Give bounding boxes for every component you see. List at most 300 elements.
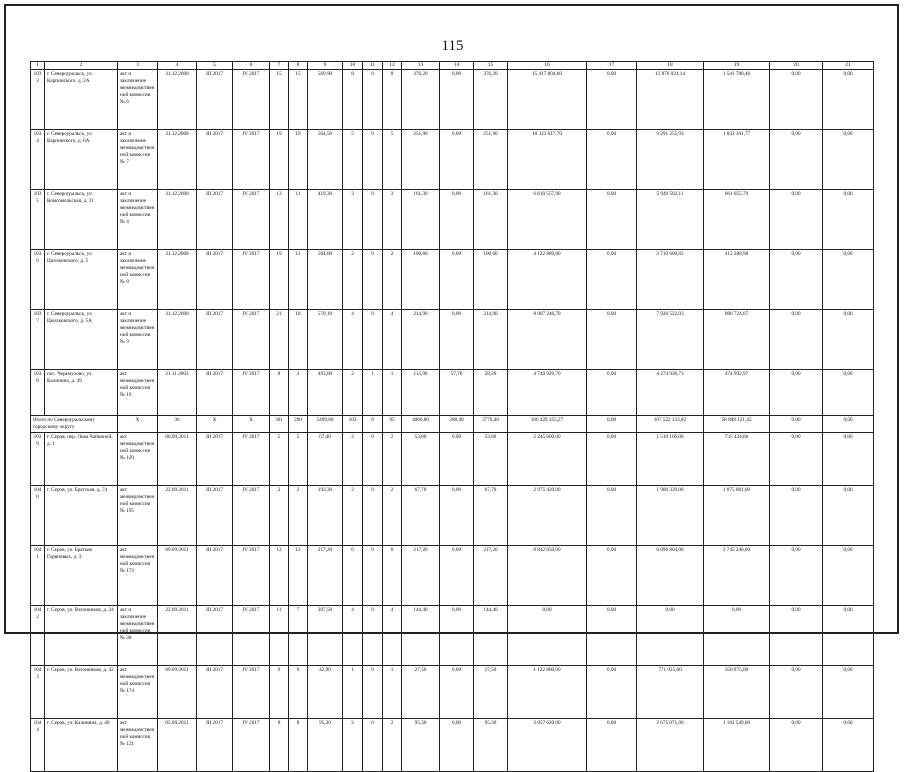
total-label: Итого по Североуральскому городскому округу <box>31 416 118 433</box>
row-number-cell: 1041 <box>31 546 45 606</box>
value-cell: 1 <box>383 666 402 719</box>
column-number-cell: 18 <box>637 62 704 70</box>
value-cell: 564,50 <box>308 130 343 190</box>
document-cell: акт и заключение межведомственной комиссии № 7 <box>118 130 158 190</box>
value-cell: 8 842 050,00 <box>508 546 587 606</box>
value-cell: 214,90 <box>474 310 508 370</box>
column-number-cell: 17 <box>587 62 637 70</box>
value-cell: 0,00 <box>823 70 874 130</box>
value-cell: 13 876 024,14 <box>637 70 704 130</box>
date-cell: 09.09.2011 <box>158 666 197 719</box>
end-quarter-cell: IV 2017 <box>233 130 270 190</box>
value-cell: 564,00 <box>308 250 343 310</box>
row-number-cell: 1034 <box>31 130 45 190</box>
value-cell: 376,20 <box>402 70 440 130</box>
address-cell: г. Североуральск, ул. Карпинского, д. 6А <box>45 130 118 190</box>
value-cell: 2 <box>343 486 363 546</box>
address-cell: г. Североуральск, ул. Циолковского, д. 5А <box>45 310 118 370</box>
end-quarter-cell: IV 2017 <box>233 370 270 416</box>
table-row <box>31 70 874 130</box>
total-cell: 288,40 <box>440 416 474 433</box>
address-cell: г. Североуральск, ул. Циолковского, д. 5 <box>45 250 118 310</box>
end-quarter-cell: IV 2017 <box>233 719 270 772</box>
value-cell: 493,00 <box>308 370 343 416</box>
table-row <box>31 606 874 666</box>
value-cell: 771 925,00 <box>637 666 704 719</box>
value-cell: 193,30 <box>308 486 343 546</box>
document-cell: акт и заключение межведомственной комиссии № 6 <box>118 70 158 130</box>
document-cell: акт межведомственной комиссии № 19 <box>118 370 158 416</box>
document-cell: акт и заключение межведомственной комиссии № 9 <box>118 310 158 370</box>
value-cell: 1 122 800,00 <box>508 666 587 719</box>
value-cell: 27,50 <box>474 666 508 719</box>
start-quarter-cell: III 2017 <box>197 433 233 486</box>
table-row <box>31 130 874 190</box>
total-cell: X <box>197 416 233 433</box>
value-cell: 2 <box>343 370 363 416</box>
value-cell: 0,00 <box>770 666 823 719</box>
value-cell: 3 <box>289 370 308 416</box>
value-cell: 8 <box>289 719 308 772</box>
value-cell: 2 <box>383 433 402 486</box>
value-cell: 6 <box>383 546 402 606</box>
row-number-cell: 1044 <box>31 719 45 772</box>
value-cell: 0,00 <box>440 433 474 486</box>
value-cell: 8 <box>343 70 363 130</box>
value-cell: 0,00 <box>587 190 637 250</box>
document-cell: акт межведомственной комиссии № 195 <box>118 486 158 546</box>
value-cell: 217,20 <box>474 546 508 606</box>
row-number-cell: 1043 <box>31 666 45 719</box>
column-number-cell: 3 <box>118 62 158 70</box>
value-cell: 0 <box>363 486 383 546</box>
value-cell: 0,00 <box>587 130 637 190</box>
address-cell: пос. Черемухово, ул. Калинина, д. 49 <box>45 370 118 416</box>
value-cell: 0,00 <box>770 250 823 310</box>
column-number-cell: 6 <box>233 62 270 70</box>
end-quarter-cell: IV 2017 <box>233 486 270 546</box>
value-cell: 0,00 <box>770 130 823 190</box>
table-row <box>31 190 874 250</box>
value-cell: 0 <box>363 310 383 370</box>
value-cell: 251,90 <box>474 130 508 190</box>
value-cell: 42,90 <box>308 666 343 719</box>
column-number-cell: 16 <box>508 62 587 70</box>
value-cell: 161,30 <box>474 190 508 250</box>
value-cell: 11 <box>270 606 289 666</box>
value-cell: 6 096 804,00 <box>637 546 704 606</box>
value-cell: 0,00 <box>440 486 474 546</box>
value-cell: 11 <box>289 190 308 250</box>
column-number-cell: 14 <box>440 62 474 70</box>
value-cell: 1 510 166,00 <box>637 433 704 486</box>
total-cell: 0,00 <box>770 416 823 433</box>
value-cell: 0 <box>363 250 383 310</box>
value-cell: 0,00 <box>770 719 823 772</box>
column-number-cell: 8 <box>289 62 308 70</box>
document-cell: акт и заключение межведомственной комиссии № 38 <box>118 606 158 666</box>
date-cell: 22.09.2011 <box>158 606 197 666</box>
value-cell: 57,70 <box>440 370 474 416</box>
start-quarter-cell: III 2017 <box>197 190 233 250</box>
total-row <box>31 416 874 433</box>
value-cell: 19 <box>289 130 308 190</box>
value-cell: 1 <box>383 370 402 416</box>
value-cell: 0,00 <box>823 606 874 666</box>
value-cell: 1 032 361,77 <box>704 130 770 190</box>
value-cell: 0,00 <box>440 666 474 719</box>
column-number-cell: 19 <box>704 62 770 70</box>
value-cell: 0,00 <box>440 250 474 310</box>
value-cell: 214,90 <box>402 310 440 370</box>
value-cell: 0 <box>363 546 383 606</box>
value-cell: 570,10 <box>308 310 343 370</box>
total-cell: 107 522 133,82 <box>637 416 704 433</box>
value-cell: 0,00 <box>770 310 823 370</box>
value-cell: 7 926 522,03 <box>637 310 704 370</box>
value-cell: 100,60 <box>474 250 508 310</box>
value-cell: 0 <box>363 719 383 772</box>
value-cell: 67,70 <box>402 486 440 546</box>
end-quarter-cell: IV 2017 <box>233 250 270 310</box>
value-cell: 0,00 <box>770 370 823 416</box>
value-cell: 0,00 <box>587 250 637 310</box>
value-cell: 0,00 <box>587 719 637 772</box>
date-cell: 06.09.2011 <box>158 433 197 486</box>
value-cell: 9 <box>270 666 289 719</box>
value-cell: 1 900 339,00 <box>637 486 704 546</box>
date-cell: 31.12.2008 <box>158 70 197 130</box>
value-cell: 2 975 420,00 <box>508 486 587 546</box>
value-cell: 2 <box>383 250 402 310</box>
value-cell: 0,00 <box>440 190 474 250</box>
document-cell: акт и заключение межведомственной комиссии № 8 <box>118 250 158 310</box>
row-number-cell: 1037 <box>31 310 45 370</box>
address-cell: г. Североуральск, ул. Комсомольская, д. 31 <box>45 190 118 250</box>
value-cell: 95,30 <box>308 719 343 772</box>
value-cell: 15 <box>289 70 308 130</box>
value-cell: 4 <box>343 606 363 666</box>
value-cell: 0,00 <box>704 606 770 666</box>
value-cell: 0,00 <box>587 310 637 370</box>
address-cell: г. Серов, ул. Вагонников, д. 24 <box>45 606 118 666</box>
value-cell: 3 <box>383 190 402 250</box>
value-cell: 7 <box>289 606 308 666</box>
value-cell: 419,30 <box>308 190 343 250</box>
value-cell: 95,30 <box>474 719 508 772</box>
value-cell: 0 <box>363 606 383 666</box>
value-cell: 0 <box>363 190 383 250</box>
row-number-cell: 1042 <box>31 606 45 666</box>
value-cell: 0,00 <box>587 486 637 546</box>
total-cell: 58 898 121,45 <box>704 416 770 433</box>
total-cell: 5499,80 <box>308 416 343 433</box>
value-cell: 0,00 <box>823 250 874 310</box>
value-cell: 3 857 620,00 <box>508 719 587 772</box>
total-cell: 0,00 <box>587 416 637 433</box>
document-cell: акт и заключение межведомственной комиссии № 4 <box>118 190 158 250</box>
total-cell: 166 429 255,27 <box>508 416 587 433</box>
row-number-cell: 1033 <box>31 70 45 130</box>
value-cell: 0,00 <box>823 666 874 719</box>
value-cell: 0,00 <box>440 310 474 370</box>
value-cell: 412 288,98 <box>704 250 770 310</box>
value-cell: 217,20 <box>308 546 343 606</box>
value-cell: 0 <box>363 666 383 719</box>
column-number-cell: 13 <box>402 62 440 70</box>
value-cell: 0,00 <box>440 719 474 772</box>
value-cell: 350 875,00 <box>704 666 770 719</box>
value-cell: 4 <box>383 310 402 370</box>
value-cell: 144,40 <box>474 606 508 666</box>
value-cell: 12 <box>289 546 308 606</box>
value-cell: 1 182 549,00 <box>704 719 770 772</box>
value-cell: 1 541 780,46 <box>704 70 770 130</box>
value-cell: 12 <box>270 546 289 606</box>
date-cell: 05.09.2011 <box>158 719 197 772</box>
value-cell: 67,40 <box>308 433 343 486</box>
date-cell: 21.11.2003 <box>158 370 197 416</box>
date-cell: 31.12.2008 <box>158 250 197 310</box>
value-cell: 5 <box>289 433 308 486</box>
end-quarter-cell: IV 2017 <box>233 606 270 666</box>
value-cell: 9 <box>289 666 308 719</box>
value-cell: 0,00 <box>823 719 874 772</box>
value-cell: 5 <box>383 130 402 190</box>
column-number-cell: 21 <box>823 62 874 70</box>
date-cell: 31.12.2008 <box>158 130 197 190</box>
date-cell: 31.12.2008 <box>158 190 197 250</box>
value-cell: 13 <box>270 190 289 250</box>
total-cell: 301 <box>270 416 289 433</box>
table-row <box>31 546 874 606</box>
total-cell: 8 <box>363 416 383 433</box>
end-quarter-cell: IV 2017 <box>233 190 270 250</box>
value-cell: 53,80 <box>402 433 440 486</box>
value-cell: 0 <box>363 433 383 486</box>
value-cell: 0,00 <box>770 606 823 666</box>
value-cell: 0,00 <box>823 190 874 250</box>
table-row <box>31 666 874 719</box>
value-cell: 251,90 <box>402 130 440 190</box>
value-cell: 161,30 <box>402 190 440 250</box>
start-quarter-cell: III 2017 <box>197 606 233 666</box>
table-row <box>31 719 874 772</box>
value-cell: 144,40 <box>402 606 440 666</box>
value-cell: 4 749 929,70 <box>508 370 587 416</box>
total-cell: 95 <box>383 416 402 433</box>
start-quarter-cell: III 2017 <box>197 666 233 719</box>
value-cell: 0,00 <box>823 130 874 190</box>
total-cell: X <box>233 416 270 433</box>
column-number-row <box>31 62 874 70</box>
start-quarter-cell: III 2017 <box>197 546 233 606</box>
value-cell: 6 610 557,90 <box>508 190 587 250</box>
value-cell: 2 <box>343 250 363 310</box>
value-cell: 21 <box>270 310 289 370</box>
value-cell: 53,80 <box>474 433 508 486</box>
total-cell: 290 <box>289 416 308 433</box>
value-cell: 0,00 <box>823 370 874 416</box>
document-cell: акт межведомственной комиссии № 174 <box>118 666 158 719</box>
value-cell: 18 <box>289 310 308 370</box>
value-cell: 4 274 936,73 <box>637 370 704 416</box>
value-cell: 0,00 <box>440 130 474 190</box>
value-cell: 735 434,00 <box>704 433 770 486</box>
end-quarter-cell: IV 2017 <box>233 546 270 606</box>
table-row <box>31 310 874 370</box>
date-cell: 22.09.2011 <box>158 486 197 546</box>
value-cell: 67,70 <box>474 486 508 546</box>
value-cell: 0,00 <box>440 70 474 130</box>
date-cell: 09.09.2011 <box>158 546 197 606</box>
value-cell: 0,00 <box>587 606 637 666</box>
address-cell: г. Серов, ул. Братьев Горяновых, д. 3 <box>45 546 118 606</box>
value-cell: 2 <box>383 486 402 546</box>
row-number-cell: 1035 <box>31 190 45 250</box>
table-row <box>31 250 874 310</box>
value-cell: 0,00 <box>823 310 874 370</box>
value-cell: 2 675 071,00 <box>637 719 704 772</box>
column-number-cell: 4 <box>158 62 197 70</box>
row-number-cell: 1036 <box>31 250 45 310</box>
document-cell: акт межведомственной комиссии № 129 <box>118 433 158 486</box>
column-number-cell: 12 <box>383 62 402 70</box>
value-cell: 207,50 <box>308 606 343 666</box>
end-quarter-cell: IV 2017 <box>233 433 270 486</box>
value-cell: 19 <box>270 250 289 310</box>
value-cell: 2 <box>343 719 363 772</box>
total-cell: 4066,80 <box>402 416 440 433</box>
table-row <box>31 433 874 486</box>
value-cell: 15 417 804,60 <box>508 70 587 130</box>
housing-register-table <box>30 61 874 772</box>
value-cell: 880 724,67 <box>704 310 770 370</box>
value-cell: 10 323 617,70 <box>508 130 587 190</box>
column-number-cell: 7 <box>270 62 289 70</box>
value-cell: 2 745 246,00 <box>704 546 770 606</box>
start-quarter-cell: III 2017 <box>197 130 233 190</box>
value-cell: 0,00 <box>587 546 637 606</box>
document-cell: акт межведомственной комиссии № 173 <box>118 546 158 606</box>
value-cell: 0,00 <box>440 546 474 606</box>
address-cell: г. Серов, ул. Калинина, д. 40 <box>45 719 118 772</box>
value-cell: 0,00 <box>440 606 474 666</box>
page-number: 115 <box>441 38 464 54</box>
value-cell: 0,00 <box>770 70 823 130</box>
address-cell: г. Серов, ул. Вагонников, д. 42 <box>45 666 118 719</box>
column-number-cell: 11 <box>363 62 383 70</box>
value-cell: 6 <box>343 546 363 606</box>
start-quarter-cell: III 2017 <box>197 310 233 370</box>
value-cell: 376,20 <box>474 70 508 130</box>
end-quarter-cell: IV 2017 <box>233 310 270 370</box>
value-cell: 27,50 <box>402 666 440 719</box>
address-cell: г. Серов, ул. Братская, д. 74 <box>45 486 118 546</box>
value-cell: 15 <box>270 70 289 130</box>
value-cell: 100,60 <box>402 250 440 310</box>
value-cell: 4 <box>343 310 363 370</box>
start-quarter-cell: III 2017 <box>197 370 233 416</box>
value-cell: 8 <box>270 719 289 772</box>
start-quarter-cell: III 2017 <box>197 70 233 130</box>
value-cell: 8 807 246,70 <box>508 310 587 370</box>
document-cell: акт межведомственной комиссии № 121 <box>118 719 158 772</box>
value-cell: 2 <box>383 719 402 772</box>
value-cell: 0,00 <box>770 546 823 606</box>
row-number-cell: 1039 <box>31 433 45 486</box>
value-cell: 0,00 <box>770 486 823 546</box>
value-cell: 0,00 <box>770 433 823 486</box>
column-number-cell: 1 <box>31 62 45 70</box>
column-number-cell: 2 <box>45 62 118 70</box>
value-cell: 115,90 <box>402 370 440 416</box>
value-cell: 0,00 <box>637 606 704 666</box>
row-number-cell: 1040 <box>31 486 45 546</box>
value-cell: 1 075 081,00 <box>704 486 770 546</box>
date-cell: 31.12.2008 <box>158 310 197 370</box>
value-cell: 661 055,79 <box>704 190 770 250</box>
value-cell: 217,20 <box>402 546 440 606</box>
column-number-cell: 5 <box>197 62 233 70</box>
start-quarter-cell: III 2017 <box>197 719 233 772</box>
value-cell: 5 <box>343 130 363 190</box>
column-number-cell: 9 <box>308 62 343 70</box>
value-cell: 2 <box>270 486 289 546</box>
total-cell: X <box>118 416 158 433</box>
total-cell: 36 <box>158 416 197 433</box>
value-cell: 4 122 889,80 <box>508 250 587 310</box>
value-cell: 0,00 <box>508 606 587 666</box>
value-cell: 0 <box>363 130 383 190</box>
value-cell: 19 <box>270 130 289 190</box>
value-cell: 0,00 <box>587 433 637 486</box>
value-cell: 3 <box>343 190 363 250</box>
value-cell: 8 <box>270 370 289 416</box>
value-cell: 58,20 <box>474 370 508 416</box>
total-cell: 103 <box>343 416 363 433</box>
total-cell: 3778,40 <box>474 416 508 433</box>
column-number-cell: 10 <box>343 62 363 70</box>
value-cell: 2 <box>343 433 363 486</box>
start-quarter-cell: III 2017 <box>197 250 233 310</box>
value-cell: 2 <box>289 486 308 546</box>
end-quarter-cell: IV 2017 <box>233 666 270 719</box>
value-cell: 0,00 <box>587 370 637 416</box>
row-number-cell: 1038 <box>31 370 45 416</box>
start-quarter-cell: III 2017 <box>197 486 233 546</box>
value-cell: 5 949 502,11 <box>637 190 704 250</box>
value-cell: 9 291 255,93 <box>637 130 704 190</box>
value-cell: 3 710 600,82 <box>637 250 704 310</box>
value-cell: 5 <box>270 433 289 486</box>
value-cell: 11 <box>289 250 308 310</box>
value-cell: 474 992,97 <box>704 370 770 416</box>
value-cell: 0,00 <box>823 486 874 546</box>
column-number-cell: 15 <box>474 62 508 70</box>
address-cell: г. Серов, пер. Льва Чайкиной, д. 1 <box>45 433 118 486</box>
value-cell: 8 <box>383 70 402 130</box>
value-cell: 0,00 <box>587 70 637 130</box>
value-cell: 0,00 <box>587 666 637 719</box>
address-cell: г. Североуральск, ул. Карпинского, д. 2А <box>45 70 118 130</box>
value-cell: 1 <box>343 666 363 719</box>
total-cell: 0,00 <box>823 416 874 433</box>
value-cell: 2 245 600,00 <box>508 433 587 486</box>
value-cell: 569,90 <box>308 70 343 130</box>
column-number-cell: 20 <box>770 62 823 70</box>
value-cell: 1 <box>363 370 383 416</box>
